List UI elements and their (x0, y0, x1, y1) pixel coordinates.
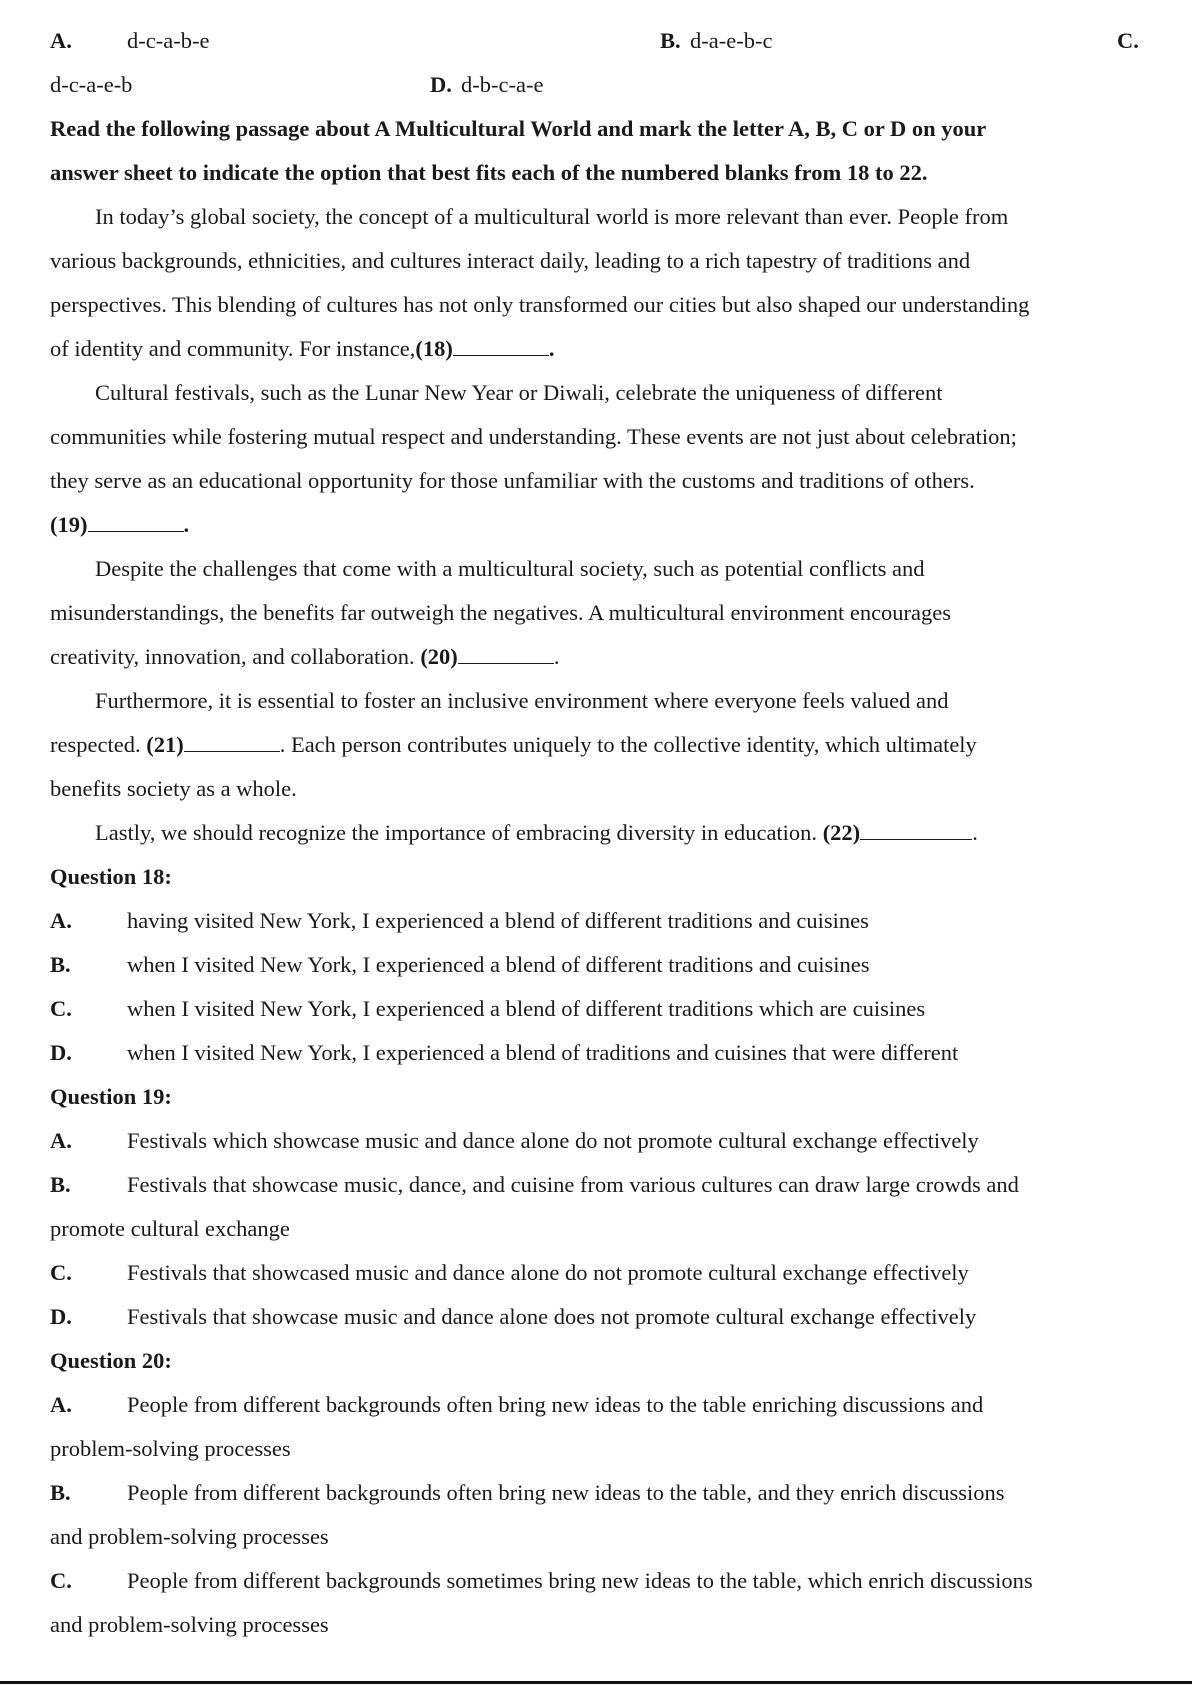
passage-p1-line-2: various backgrounds, ethnicities, and cultures interact daily, leading to a rich tapestry of traditions and (50, 248, 971, 273)
blank-22 (860, 821, 972, 840)
passage-p3-line-3 (50, 644, 559, 670)
option-letter: D. (50, 1304, 72, 1329)
question-19-title: Question 19: (50, 1084, 172, 1109)
question-18-title: Question 18: (50, 864, 172, 889)
passage-p1-line-1: In today’s global society, the concept of a multicultural world is more relevant than ever. People from (95, 204, 1009, 229)
passage-p4-line-3: benefits society as a whole. (50, 776, 297, 801)
option-text: People from different backgrounds often bring new ideas to the table enriching discussions and (127, 1392, 984, 1417)
option-letter: B. (50, 1172, 71, 1197)
option-text: Festivals that showcase music, dance, and cuisine from various cultures can draw large crowds and (127, 1172, 1019, 1197)
option-text-continued: and problem-solving processes (50, 1524, 329, 1549)
prev-option-d-letter: D. (430, 72, 452, 97)
passage-p4-text-after: . Each person contributes uniquely to the collective identity, which ultimately (279, 732, 977, 757)
option-letter: D. (50, 1040, 72, 1065)
option-text: Festivals that showcased music and dance alone do not promote cultural exchange effectively (127, 1260, 969, 1285)
blank-19 (88, 513, 184, 532)
blank-20 (458, 645, 554, 664)
prev-option-b-text: d-a-e-b-c (690, 28, 773, 53)
option-text: Festivals that showcase music and dance alone does not promote cultural exchange effectively (127, 1304, 977, 1329)
passage-p1-text: of identity and community. For instance, (50, 336, 416, 361)
passage-p4-text: respected. (50, 732, 147, 757)
blank-20-label: (20) (420, 644, 458, 669)
period: . (972, 820, 978, 845)
option-text: Festivals which showcase music and dance alone do not promote cultural exchange effectively (127, 1128, 979, 1153)
instruction-line-2: answer sheet to indicate the option that best fits each of the numbered blanks from 18 to 22. (50, 160, 928, 185)
passage-p5-text: Lastly, we should recognize the importance of embracing diversity in education. (95, 820, 823, 845)
passage-p3-line-1: Despite the challenges that come with a multicultural society, such as potential conflicts and (95, 556, 925, 581)
blank-19-label: (19) (50, 512, 88, 537)
option-letter: A. (50, 1392, 72, 1417)
passage-p3-line-2: misunderstandings, the benefits far outweigh the negatives. A multicultural environment encourages (50, 600, 952, 625)
option-letter: A. (50, 908, 72, 933)
option-letter: B. (50, 1480, 71, 1505)
prev-option-c-text: d-c-a-e-b (50, 72, 133, 97)
option-text: when I visited New York, I experienced a blend of traditions and cuisines that were different (127, 1040, 959, 1065)
blank-22-label: (22) (822, 820, 861, 845)
page-bottom-border (0, 1681, 1192, 1684)
option-letter: C. (50, 1568, 72, 1593)
question-20-title: Question 20: (50, 1348, 172, 1373)
passage-p3-text: creativity, innovation, and collaboration. (50, 644, 421, 669)
option-letter: A. (50, 1128, 72, 1153)
prev-option-a-text: d-c-a-b-e (127, 28, 210, 53)
option-text-continued: promote cultural exchange (50, 1216, 290, 1241)
blank-21 (184, 733, 280, 752)
blank-21-label: (21) (146, 732, 184, 757)
option-text: when I visited New York, I experienced a blend of different traditions and cuisines (127, 952, 870, 977)
passage-p2-line-3: they serve as an educational opportunity for those unfamiliar with the customs and traditions of others. (50, 468, 975, 493)
instruction-line-1: Read the following passage about A Multicultural World and mark the letter A, B, C or D on your (50, 116, 987, 141)
option-text: having visited New York, I experienced a blend of different traditions and cuisines (127, 908, 869, 933)
blank-18 (453, 337, 549, 356)
passage-p5-line-1 (95, 820, 978, 846)
passage-p4-line-2 (50, 732, 977, 758)
prev-option-b-letter: B. (660, 28, 681, 53)
blank-18-label: (18) (415, 336, 453, 361)
period: . (553, 644, 560, 669)
prev-option-c-letter: C. (1117, 28, 1139, 53)
option-letter: B. (50, 952, 71, 977)
option-text: when I visited New York, I experienced a blend of different traditions which are cuisines (127, 996, 926, 1021)
option-text-continued: and problem-solving processes (50, 1612, 329, 1637)
option-letter: C. (50, 1260, 72, 1285)
option-letter: C. (50, 996, 72, 1021)
period: . (183, 512, 190, 537)
passage-p1-line-4 (50, 336, 554, 362)
passage-p2-line-1: Cultural festivals, such as the Lunar New Year or Diwali, celebrate the uniqueness of different (95, 380, 943, 405)
passage-p4-line-1: Furthermore, it is essential to foster an inclusive environment where everyone feels valued and (95, 688, 949, 713)
passage-p2-line-2: communities while fostering mutual respect and understanding. These events are not just about celebration; (50, 424, 1017, 449)
option-text-continued: problem-solving processes (50, 1436, 291, 1461)
prev-option-a-letter: A. (50, 28, 72, 53)
option-text: People from different backgrounds often bring new ideas to the table, and they enrich discussions (127, 1480, 1005, 1505)
prev-option-d-text: d-b-c-a-e (461, 72, 544, 97)
passage-p1-line-3: perspectives. This blending of cultures has not only transformed our cities but also shaped our understanding (50, 292, 1030, 317)
option-text: People from different backgrounds sometimes bring new ideas to the table, which enrich discussions (127, 1568, 1033, 1593)
period: . (548, 336, 555, 361)
passage-p2-line-4 (50, 512, 189, 538)
